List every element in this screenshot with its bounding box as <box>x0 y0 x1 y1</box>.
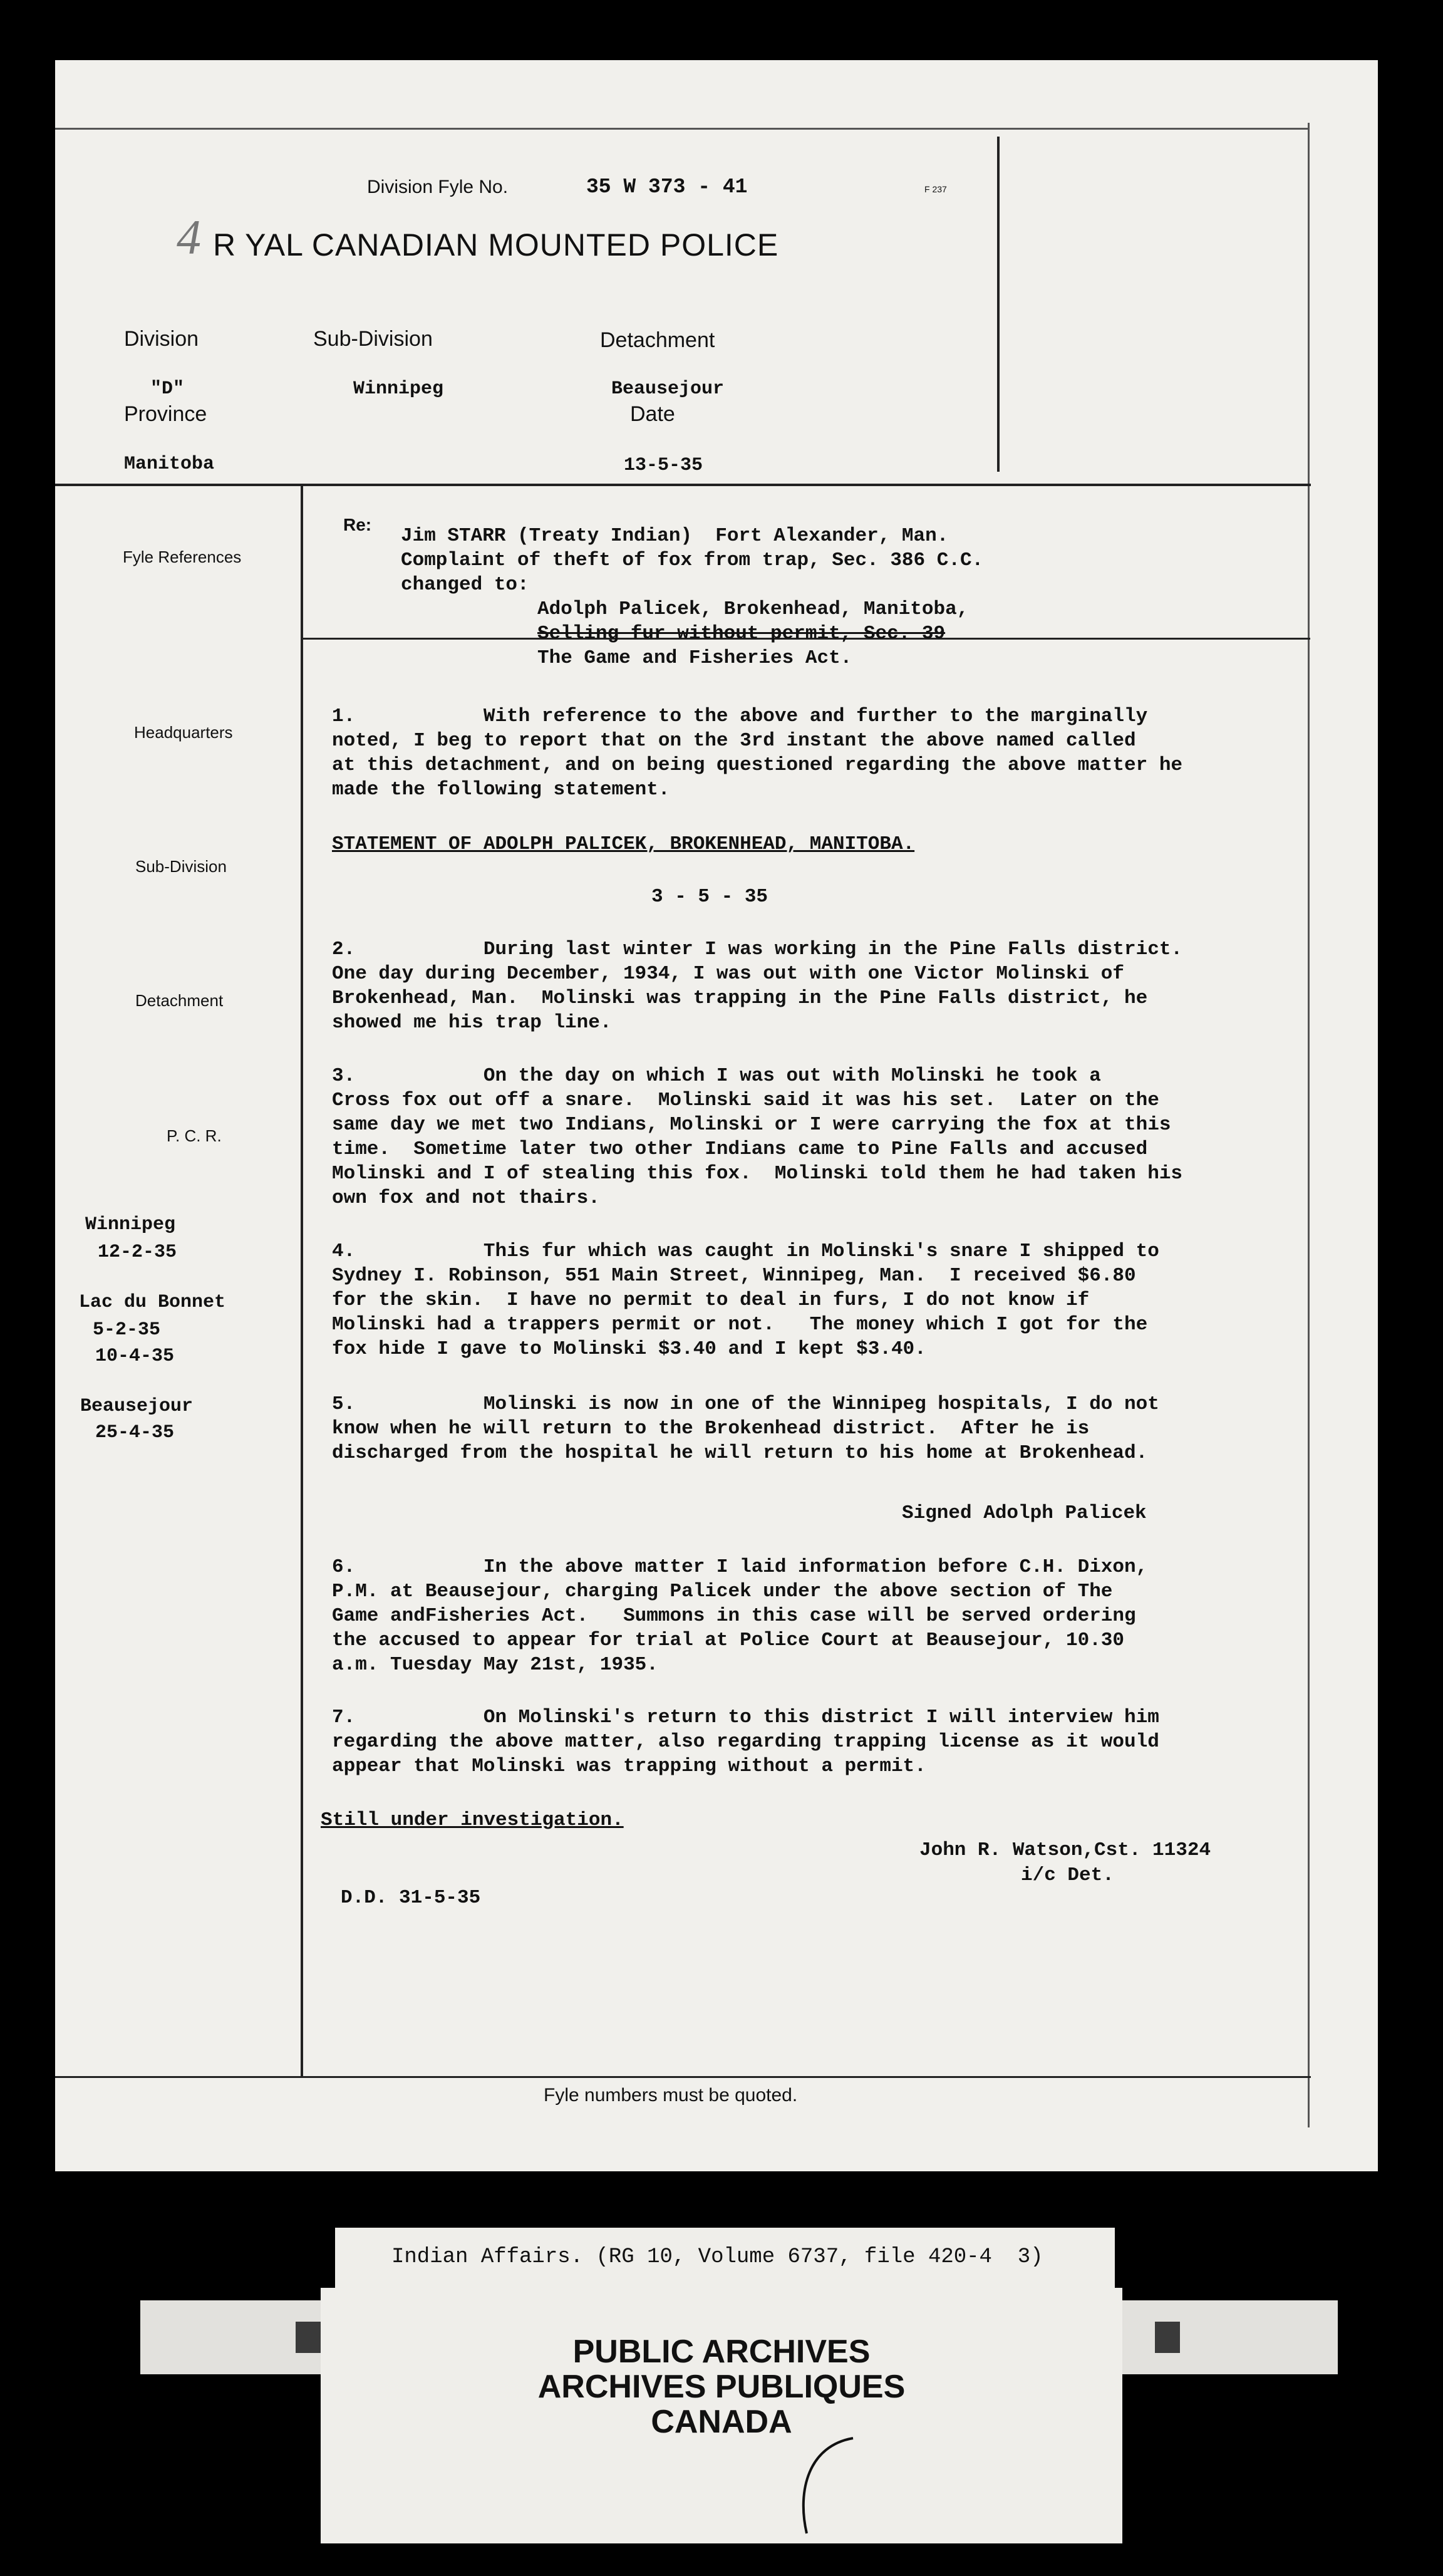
form-number: F 237 <box>924 184 947 194</box>
division-fyle-number: 35 W 373 - 41 <box>586 175 748 199</box>
re-line: Complaint of theft of fox from trap, Sec. 386 C.C. <box>401 549 984 571</box>
still-under-investigation: Still under investigation. <box>321 1809 624 1831</box>
fyle-references-label: Fyle References <box>123 548 242 566</box>
detachment-sidebar-label: Detachment <box>135 991 224 1010</box>
body-line: Molinski and I of stealing this fox. Molinski told them he had taken his <box>332 1163 1183 1185</box>
subdivision-label: Sub-Division <box>313 327 433 351</box>
sidebar-divider <box>301 485 303 2076</box>
body-line: P.M. at Beausejour, charging Palicek under the above section of The <box>332 1581 1113 1602</box>
body-line: fox hide I gave to Molinski $3.40 and I kept $3.40. <box>332 1338 926 1360</box>
signed-statement: Signed Adolph Palicek <box>902 1502 1147 1524</box>
body-line: own fox and not thairs. <box>332 1187 600 1209</box>
fields-divider <box>55 484 1311 486</box>
ref-date: 10-4-35 <box>95 1346 175 1367</box>
ref-place: Beausejour <box>80 1396 194 1417</box>
body-line: for the skin. I have no permit to deal in furs, I do not know if <box>332 1289 1090 1311</box>
body-line: a.m. Tuesday May 21st, 1935. <box>332 1654 658 1676</box>
body-line: 5. Molinski is now in one of the Winnipeg hospitals, I do not <box>332 1393 1159 1415</box>
division-label: Division <box>124 327 199 351</box>
body-line: discharged from the hospital he will return to his home at Brokenhead. <box>332 1442 1148 1464</box>
body-line: 6. In the above matter I laid information before C.H. Dixon, <box>332 1556 1148 1578</box>
document-page <box>55 60 1378 2171</box>
body-line: regarding the above matter, also regarding trapping license as it would <box>332 1731 1159 1753</box>
body-line: Game andFisheries Act. Summons in this case will be served ordering <box>332 1605 1136 1627</box>
body-line: Sydney I. Robinson, 551 Main Street, Winnipeg, Man. I received $6.80 <box>332 1265 1136 1287</box>
body-line: 2. During last winter I was working in the Pine Falls district. <box>332 938 1183 960</box>
detachment-value: Beausejour <box>611 378 725 400</box>
ref-place: Winnipeg <box>85 1214 176 1235</box>
band-clip-right <box>1155 2322 1180 2353</box>
archive-label-strip <box>335 2228 1115 2290</box>
body-line: 4. This fur which was caught in Molinski's snare I shipped to <box>332 1240 1159 1262</box>
band-clip-left <box>296 2322 321 2353</box>
detachment-label: Detachment <box>600 328 715 352</box>
stamp-line-3: CANADA <box>651 2404 792 2440</box>
pcr-label: P. C. R. <box>167 1126 222 1145</box>
body-line: Brokenhead, Man. Molinski was trapping in the Pine Falls district, he <box>332 987 1148 1009</box>
ref-date: 5-2-35 <box>93 1319 161 1341</box>
header-right-border <box>997 137 1000 472</box>
subdivision-value: Winnipeg <box>353 378 444 400</box>
body-line: 1. With reference to the above and further to the marginally <box>332 705 1148 727</box>
body-line: time. Sometime later two other Indians came to Pine Falls and accused <box>332 1138 1148 1160</box>
stamp-handwritten-curve <box>784 2433 872 2540</box>
body-line: 7. On Molinski's return to this district I will interview him <box>332 1706 1159 1728</box>
ref-place: Lac du Bonnet <box>79 1292 226 1313</box>
body-line: Cross fox out off a snare. Molinski said it was his set. Later on the <box>332 1089 1159 1111</box>
statement-heading: STATEMENT OF ADOLPH PALICEK, BROKENHEAD, MANITOBA. <box>332 833 915 855</box>
body-line: Molinski had a trappers permit or not. The money which I got for the <box>332 1314 1148 1336</box>
org-name: R YAL CANADIAN MOUNTED POLICE <box>213 227 779 262</box>
body-line: noted, I beg to report that on the 3rd instant the above named called <box>332 730 1136 752</box>
division-value: "D" <box>150 378 185 400</box>
date-value: 13-5-35 <box>624 455 703 476</box>
body-line: appear that Molinski was trapping without a permit. <box>332 1755 926 1777</box>
re-line: Selling fur without permit, Sec. 39 <box>537 623 946 645</box>
page-right-border <box>1308 123 1310 2127</box>
stamp-line-2: ARCHIVES PUBLIQUES <box>537 2369 906 2405</box>
province-value: Manitoba <box>124 454 215 475</box>
archives-stamp <box>321 2288 1122 2543</box>
re-line: Adolph Palicek, Brokenhead, Manitoba, <box>537 598 969 620</box>
re-line: changed to: <box>401 574 529 596</box>
body-line: same day we met two Indians, Molinski or I were carrying the fox at this <box>332 1114 1171 1136</box>
body-line: One day during December, 1934, I was out with one Victor Molinski of <box>332 963 1125 985</box>
ref-date: 12-2-35 <box>98 1242 177 1263</box>
signature-title: i/c Det. <box>1021 1864 1114 1886</box>
dd-date: D.D. 31-5-35 <box>341 1887 481 1909</box>
province-label: Province <box>124 402 207 426</box>
sub-division-label: Sub-Division <box>135 857 227 876</box>
top-border <box>55 128 1308 130</box>
division-fyle-label: Division Fyle No. <box>367 177 509 197</box>
footer-note: Fyle numbers must be quoted. <box>544 2085 798 2106</box>
re-line: The Game and Fisheries Act. <box>537 647 852 669</box>
body-line: 3. On the day on which I was out with Molinski he took a <box>332 1065 1101 1087</box>
stamp-line-1: PUBLIC ARCHIVES <box>572 2334 871 2370</box>
body-line: at this detachment, and on being questioned regarding the above matter he <box>332 754 1183 776</box>
handwritten-mark: 4 <box>177 210 201 264</box>
re-line: Jim STARR (Treaty Indian) Fort Alexander, Man. <box>401 525 949 547</box>
re-label: Re: <box>343 515 372 534</box>
ref-date: 25-4-35 <box>95 1422 175 1443</box>
signature-line: John R. Watson,Cst. 11324 <box>919 1839 1211 1861</box>
headquarters-label: Headquarters <box>134 723 233 742</box>
bottom-divider <box>55 2076 1311 2078</box>
body-line: the accused to appear for trial at Police Court at Beausejour, 10.30 <box>332 1629 1125 1651</box>
body-line: showed me his trap line. <box>332 1012 612 1034</box>
body-line: know when he will return to the Brokenhead district. After he is <box>332 1418 1090 1440</box>
date-label: Date <box>630 402 675 426</box>
statement-date: 3 - 5 - 35 <box>651 886 768 908</box>
body-line: made the following statement. <box>332 779 670 801</box>
archive-reference: Indian Affairs. (RG 10, Volume 6737, file 420-4 3) <box>391 2245 1043 2269</box>
